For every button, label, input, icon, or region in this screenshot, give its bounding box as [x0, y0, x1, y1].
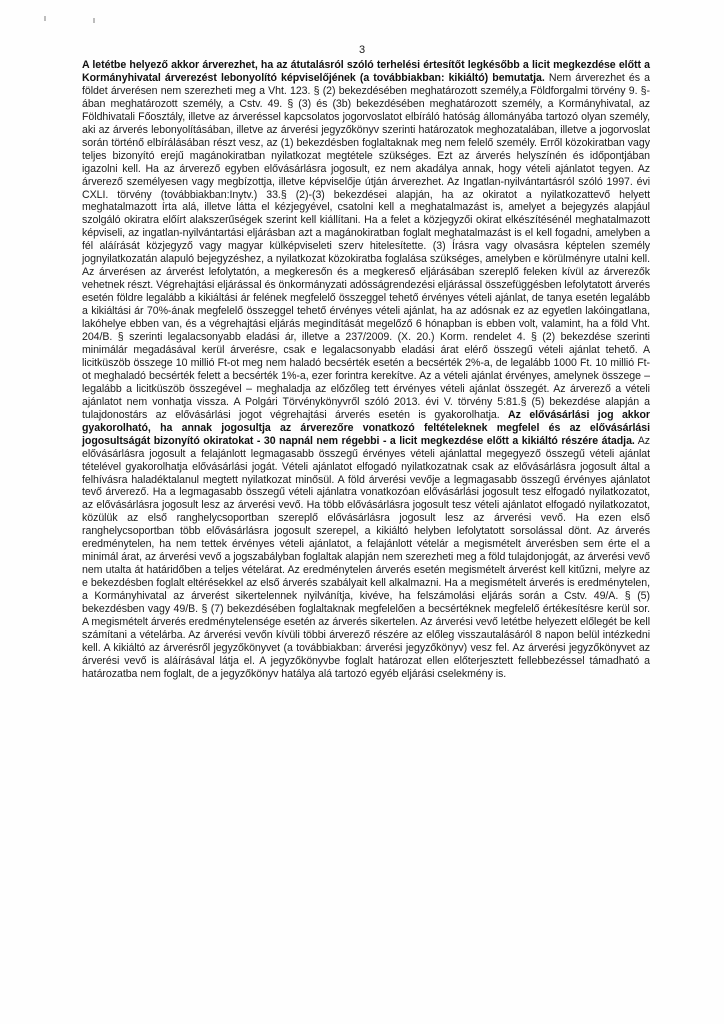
scan-speck [44, 16, 46, 21]
text-segment: Az elővásárlásra jogosult a felajánlott legmagasabb összegű érvényes vételi ajánlattal megegyező összegű vételi ajánlat tételével gyakorolhatja elővásárlási jogát. Vételi ajánlatot elfogadó nyilatkozatnak csak az elővásárlásra jogosult által a felhívásra haladéktalanul megtett nyilatkozat minősül. A föld árverési vevője a legmagasabb összegű érvényes ajánlatot tevő árverező. Ha a legmagasabb összegű vételi ajánlatra vonatkozóan elővásárlási jogosult tesz elfogadó nyilatkozatot, az elővásárlásra jogosult lesz az árverési vevő. Ha több elővásárlásra jogosult tesz vételi ajánlatot elfogadó nyilatkozatot, közülük az első ranghelycsoportban szereplő elővásárlásra jogosult lesz az árverési vevő. Ha ezen első ranghelycsoportban több elővásárlásra jogosult szerepel, a kikiáltó helyben lefolytatott sorsolással dönt. Az árverés eredménytelen, ha nem tettek érvényes vételi ajánlatot, a felajánlott vételár a megismételt árverésben sem érte el a minimál árat, az árverési vevő a jogszabályban foglaltak alapján nem szerezheti meg a föld tulajdonjogát, az árverési vevő nem utalta át határidőben a teljes vételárat. Az eredménytelen árverés esetén megismételt árverést kell kitűzni, melyre az e bekezdésben foglalt eltérésekkel az első árverés szabályait kell alkalmazni. Ha a megismételt árverés is eredménytelen, a Kormányhivatal az árverést sikertelennek nyilvánítja, kivéve, ha felszámolási eljárás során a Cstv. 49/A. § (5) bekezdésben vagy 49/B. § (7) bekezdésében foglaltaknak megfelelően a becsértéknek megfelelő értékesítésre kerül sor. A megismételt árverés eredménytelensége esetén az árverés sikertelen. Az árverési vevő letétbe helyezett előlegét be kell számítani a vételárba. Az árverési vevőn kívüli többi árverező részére az előleg visszautalásáról 8 napon belül intézkedni kell. A kikiáltó az árverésről jegyzőkönyvet (a továbbiakban: árverési jegyzőkönyv) vesz fel. Az árverési jegyzőkönyvet az árverési vevő is aláírásával látja el. A jegyzőkönyvbe foglalt határozat ellen előterjesztett fellebbezéssel támadható a határozatba nem foglalt, de a jegyzőkönyv hatálya alá tartozó egyéb eljárási cselekmény is. [82, 434, 651, 680]
body-paragraph [82, 59, 650, 681]
page-number: 3 [358, 44, 366, 56]
text-segment-bold: Az elővásárlási jog akkor gyakorolható, ha annak jogosultja az árverezőre vonatkozó feltételeknek megfelel és az elővásárlási jogosultságát bizonyító okiratokat - 30 napnál nem régebbi - a licit megkezdése előtt a kikiáltó részére átadja. [82, 408, 650, 447]
text-segment: Nem árverezhet és a földet árverésen nem szerezheti meg a Vht. 123. § (2) bekezdésében meghatározott személy,a Földforgalmi törvény 9. §-ában meghatározott személy, a Cstv. 49. § (3) és (3b) bekezdésében meghatározott személy, a Kormányhivatal, az Földhivatali Főosztály, illetve az árveréssel kapcsolatos jogorvoslatot elbíráló hatóság állományába tartozó olyan személy, aki az árverés lebonyolításában, illetve az árverési jegyzőkönyv szerinti határozatok meghozatalában, illetve a jogorvoslat során történő elbírálásában részt vesz, az (1) bekezdésben foglaltaknak meg nem felelő személy. Erről közokiratban vagy teljes bizonyító erejű magánokiratban nyilatkozat megtétele szükséges. Ezt az árverés helyszínén és időpontjában igazolni kell. Ha az árverező egyben elővásárlásra jogosult, ez nem akadálya annak, hogy vételi ajánlatot tegyen. Az árverező személyesen vagy megbízottja, illetve képviselője útján árverezhet. Az Ingatlan-nyilvántartásról szóló 1997. évi CXLI. törvény (továbbiakban:Inytv.) 33.§ (2)-(3) bekezdései alapján, ha az okiratot a nyilatkozattevő helyett meghatalmazott írta alá, illetve látta el kézjegyével, csatolni kell a meghatalmazást is, amelyet a bejegyzés alapjául szolgáló okiratra előírt alakszerűségek szerint kell kiállítani. Ha a felet a közjegyzői okirat elkészítésénél meghatalmazott képviseli, az ingatlan-nyilvántartási eljárásban azt a magánokiratban foglalt meghatalmazást is el kell fogadni, amelyben a fél aláírását közjegyző vagy magyar külképviseleti szerv hitelesítette. (3) Írásra vagy olvasásra képtelen személy jognyilatkozatán alapuló bejegyzéshez, a nyilatkozat közokiratba foglalása szükséges, amelyben e körülményre utalni kell. Az árverésen az árverést lefolytatón, a megkeresőn és a megkereső eljárásában szereplő feleken kívül az árverezők vehetnek részt. Végrehajtási eljárással és önkormányzati adósságrendezési eljárással összefüggésben lefolytatott árverés esetén földre legalább a kikiáltási ár felének megfelelő összeggel tehető érvényes vételi ajánlat, de tanya esetén legalább a kikiáltási ár 70%-ának megfelelő összeggel tehető érvényes vételi ajánlat, ha az adósnak ez az egyetlen lakóingatlana, lakóhelye ebben van, és a végrehajtási eljárás megindítását megelőző 6 hónapban is ebben volt, valamint, ha a föld Vht. 204/B. § szerinti legalacsonyabb eladási ár, illetve a 237/2009. (X. 20.) Korm. rendelet 4. § (2) bekezdése szerinti minimálár megadásával kerül árverésre, csak e legalacsonyabb eladási árat elérő összegű vételi ajánlat tehető. A licitküszöb összege 10 millió Ft-ot meg nem haladó becsérték esetén a becsérték 2%-a, de legalább 1000 Ft. 10 millió Ft-ot meghaladó becsérték felett a becsérték 1%-a, ezer forintra kerekítve. Az a vételi ajánlat érvényes, amelynek összege – legalább a licitküszöb összegével – meghaladja az előzőleg tett érvényes vételi ajánlat összegét. Az árverező a vételi ajánlatot nem vonhatja vissza. A Polgári Törvénykönyvről szóló 2013. évi V. törvény 5:81.§ (5) bekezdése alapján a tulajdonostárs az elővásárlási jogot végrehajtási árverés esetén is gyakorolhatja. [82, 71, 650, 421]
scan-speck [93, 18, 95, 23]
text-segment-bold: A letétbe helyező akkor árverezhet, ha az átutalásról szóló terhelési értesítőt legkésőbb a licit megkezdése előtt a Kormányhivatal árverezést lebonyolító képviselőjének (a továbbiakban: kikiáltó) bemutatja. [82, 59, 650, 84]
